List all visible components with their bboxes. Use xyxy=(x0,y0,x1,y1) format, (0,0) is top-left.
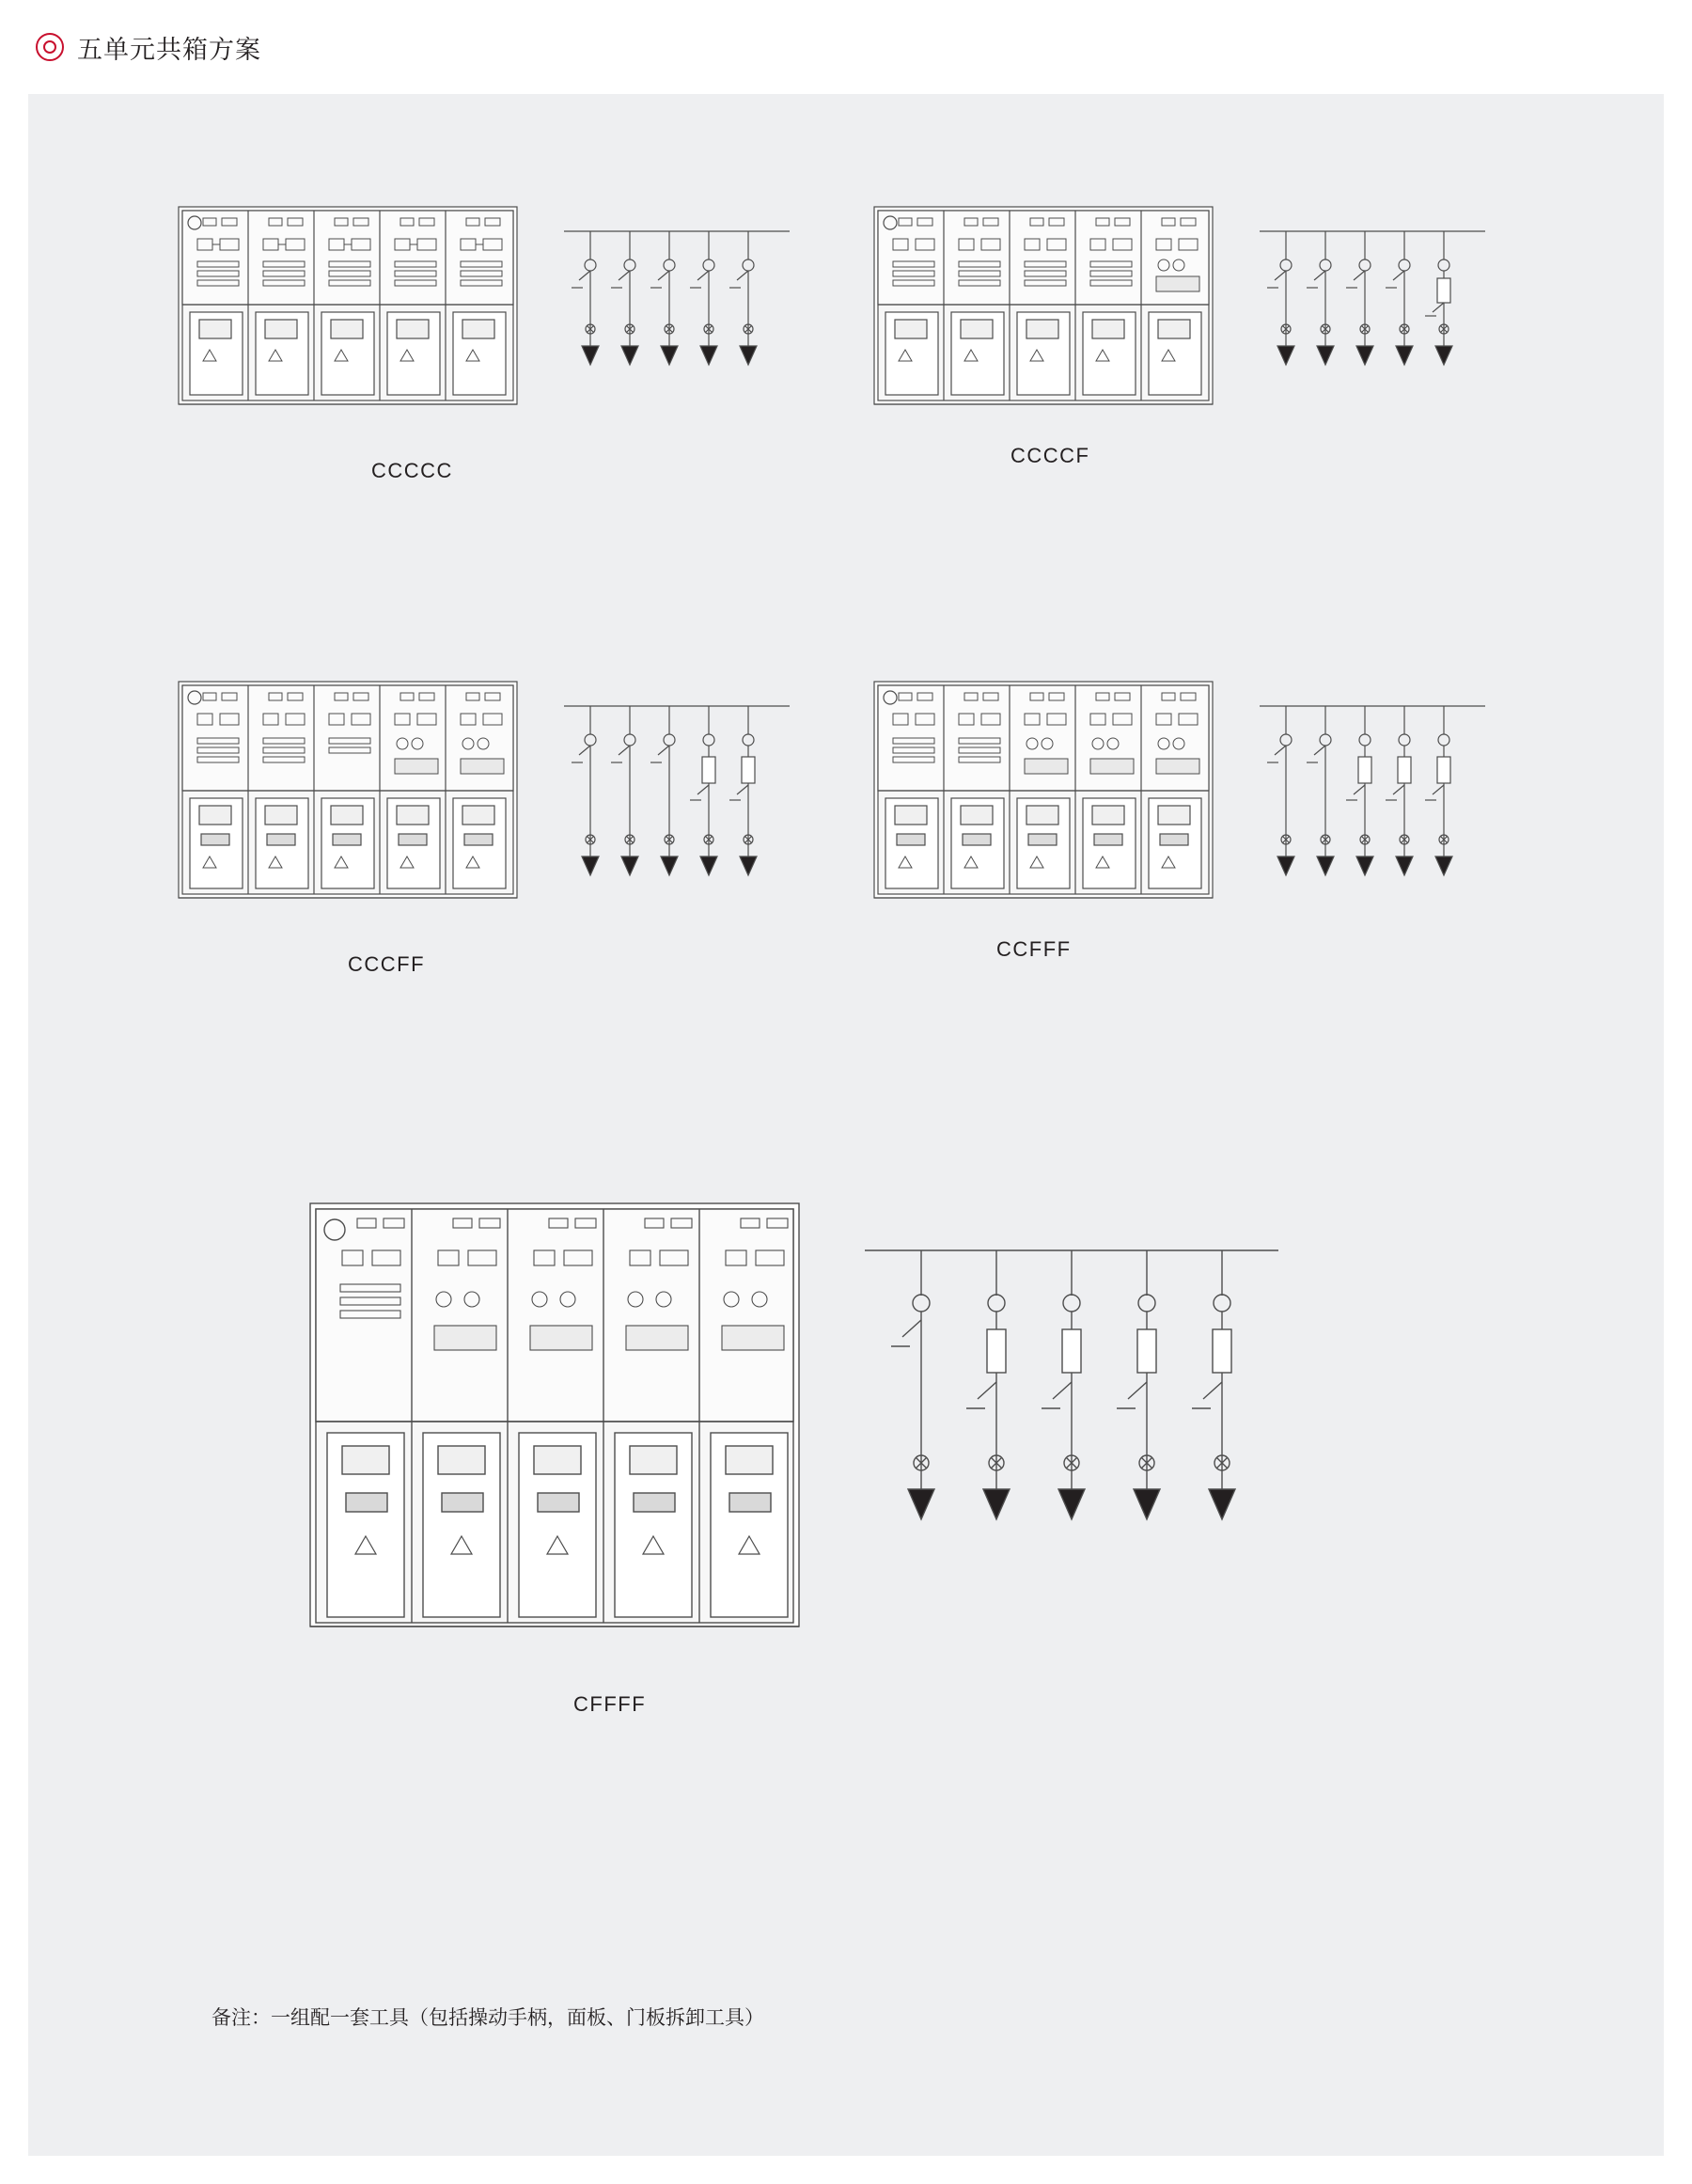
ccccf-drawing xyxy=(865,197,1495,442)
diagram-ccccf xyxy=(865,197,1495,467)
diagram-cffff xyxy=(301,1194,1335,1716)
cffff-schematic xyxy=(865,1250,1278,1519)
page-title: 五单元共箱方案 xyxy=(77,35,261,64)
diagram-ccfff xyxy=(865,672,1495,961)
diagram-canvas xyxy=(28,94,1664,2156)
cffff-drawing xyxy=(301,1194,1335,1683)
diagram-ccccc xyxy=(169,197,799,482)
footer-note: 备注：一组配一套工具（包括操动手柄，面板、门板拆卸工具） xyxy=(212,2007,764,2029)
ccccc-drawing xyxy=(169,197,799,442)
caption-ccccc: CCCCC xyxy=(371,459,453,482)
caption-cffff: CFFFF xyxy=(573,1692,647,1716)
caption-ccfff: CCFFF xyxy=(996,937,1072,961)
ccccc-schematic xyxy=(564,231,790,365)
target-circle-icon xyxy=(36,33,64,61)
cccff-schematic xyxy=(564,706,790,875)
ccfff-schematic xyxy=(1260,706,1485,875)
diagram-cccff xyxy=(169,672,799,976)
cccff-drawing xyxy=(169,672,799,935)
ccccf-schematic xyxy=(1260,231,1485,365)
caption-ccccf: CCCCF xyxy=(1010,444,1090,467)
page-header xyxy=(0,0,1692,94)
ccfff-drawing xyxy=(865,672,1495,935)
caption-cccff: CCCFF xyxy=(348,952,426,976)
